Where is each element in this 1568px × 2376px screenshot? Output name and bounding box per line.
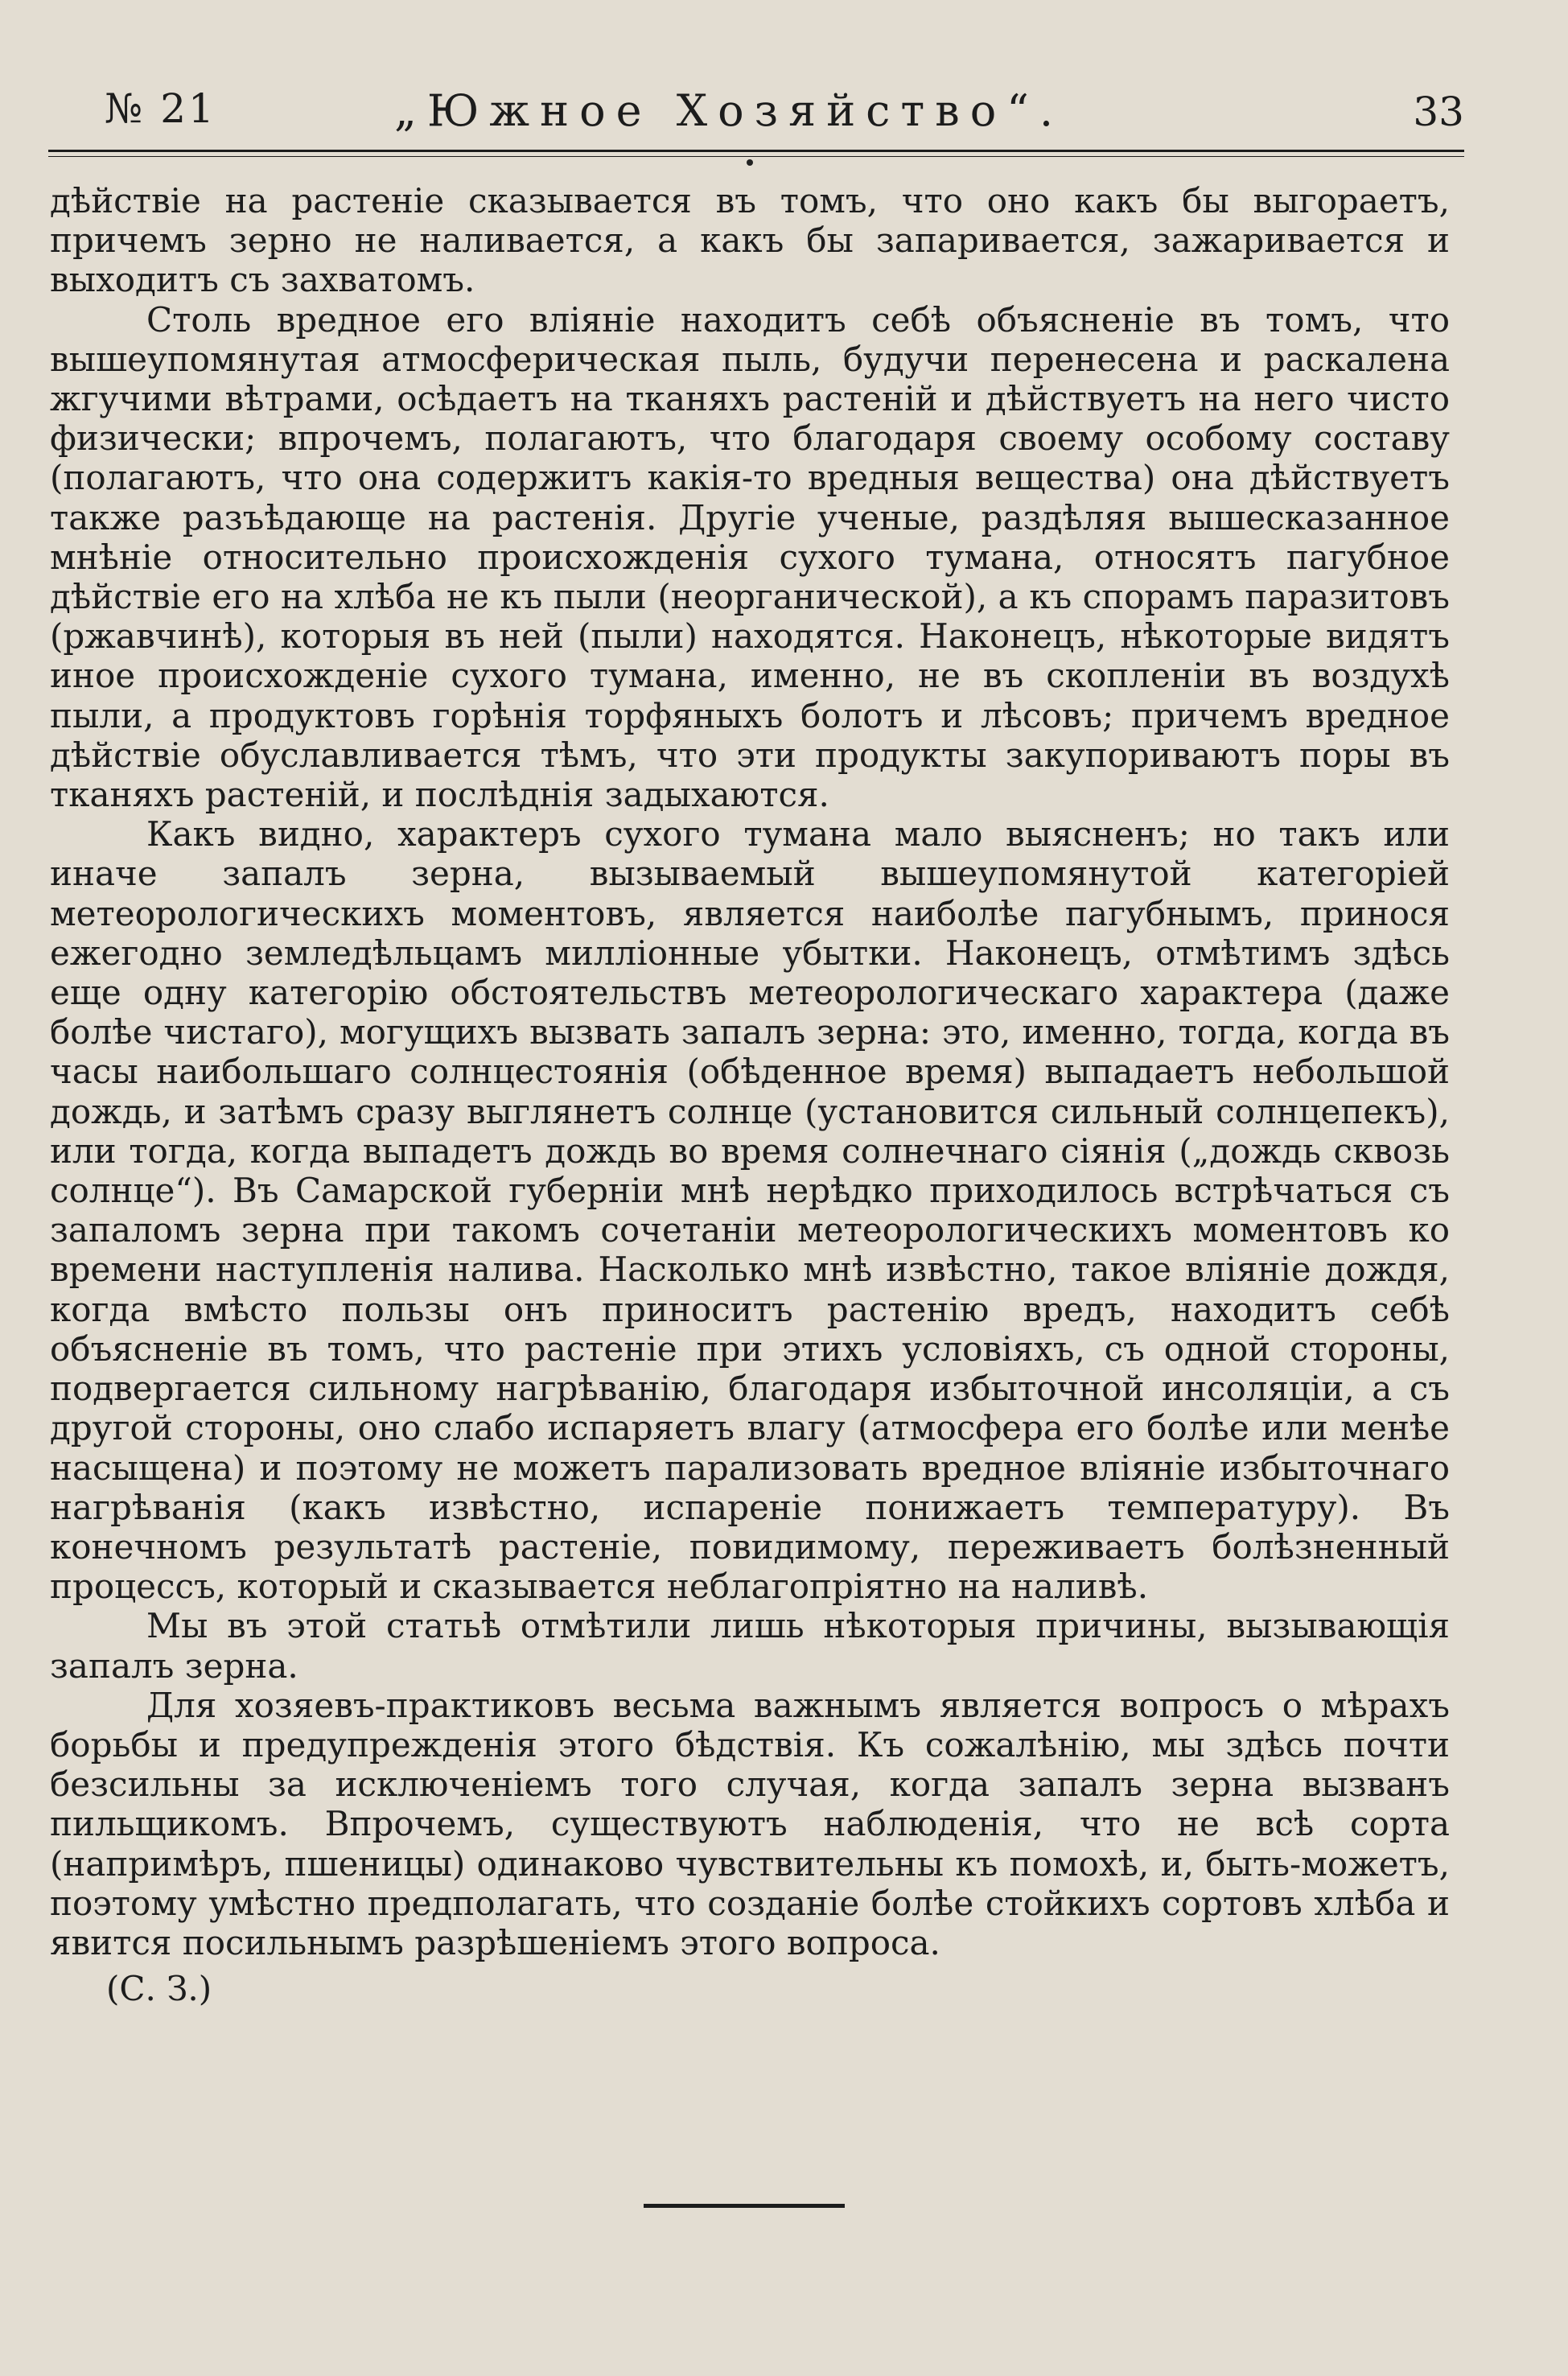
paragraph: Для хозяевъ-практиковъ весьма важнымъ является вопросъ о мѣрахъ борьбы и предупрежденія этого бѣдствія. Къ сожалѣнію, мы здѣсь почти безсильны за исключеніемъ того случая, когда запалъ зерна вызванъ пильщикомъ. Впрочемъ, существуютъ наблюденія, что не всѣ сорта (напримѣръ, пшеницы) одинаково чувствительны къ помохѣ, и, быть-можетъ, поэтому умѣстно предполагать, что созданіе болѣе стойкихъ сортовъ хлѣба и явится посильнымъ разрѣшеніемъ этого вопроса. bbox=[50, 1685, 1450, 1962]
end-rule bbox=[644, 2204, 845, 2208]
paragraph: Мы въ этой статьѣ отмѣтили лишь нѣкоторыя причины, вызывающія запалъ зерна. bbox=[50, 1606, 1450, 1686]
issue-number: № 21 bbox=[105, 85, 216, 132]
journal-title: „Южное Хозяйство“. bbox=[394, 85, 1064, 136]
header-rule-thick bbox=[48, 150, 1464, 152]
paragraph: Столь вредное его вліяніе находитъ себѣ объясненіе въ томъ, что вышеупомянутая атмосферическая пыль, будучи перенесена и раскалена жгучими вѣтрами, осѣдаетъ на тканяхъ растеній и дѣйствуетъ на него чисто физически; впрочемъ, полагаютъ, что благодаря своему особому составу (полагаютъ, что она содержитъ какія-то вредныя вещества) она дѣйствуетъ также разъѣдающе на растенія. Другіе ученые, раздѣляя вышесказанное мнѣніе относительно происхожденія сухого тумана, относятъ пагубное дѣйствіе его на хлѣба не къ пыли (неорганической), а къ спорамъ паразитовъ (ржавчинѣ), которыя въ ней (пыли) находятся. Наконецъ, нѣкоторые видятъ иное происхожденіе сухого тумана, именно, не въ скопленіи въ воздухѣ пыли, а продуктовъ горѣнія торфяныхъ болотъ и лѣсовъ; причемъ вредное дѣйствіе обуславливается тѣмъ, что эти продукты закупориваютъ поры въ тканяхъ растеній, и послѣднія задыхаются. bbox=[50, 299, 1450, 815]
author-signature: (С. З.) bbox=[106, 1969, 212, 2009]
page-number: 33 bbox=[1413, 89, 1464, 135]
header-rule-thin bbox=[48, 156, 1464, 157]
paragraph-continued: дѣйствіе на растеніе сказывается въ томъ, что оно какъ бы выгораетъ, причемъ зерно не наливается, а какъ бы запаривается, зажаривается и выходитъ съ захватомъ. bbox=[50, 181, 1450, 300]
article-body bbox=[50, 181, 1450, 2008]
paragraph: Какъ видно, характеръ сухого тумана мало выясненъ; но такъ или иначе запалъ зерна, вызываемый вышеупомянутой категоріей метеорологическихъ моментовъ, является наиболѣе пагубнымъ, принося ежегодно земледѣльцамъ милліонные убытки. Наконецъ, отмѣтимъ здѣсь еще одну категорію обстоятельствъ метеорологическаго характера (даже болѣе чистаго), могущихъ вызвать запалъ зерна: это, именно, тогда, когда въ часы наибольшаго солнцестоянія (обѣденное время) выпадаетъ небольшой дождь, и затѣмъ сразу выглянетъ солнце (установится сильный солнцепекъ), или тогда, когда выпадетъ дождь во время солнечнаго сіянія („дождь сквозь солнце“). Въ Самарской губерніи мнѣ нерѣдко приходилось встрѣчаться съ запаломъ зерна при такомъ сочетаніи метеорологическихъ моментовъ ко времени наступленія налива. Насколько мнѣ извѣстно, такое вліяніе дождя, когда вмѣсто пользы онъ приноситъ растенію вредъ, находитъ себѣ объясненіе въ томъ, что растеніе при этихъ условіяхъ, съ одной стороны, подвергается сильному нагрѣванію, благодаря избыточной инсоляціи, а съ другой стороны, оно слабо испаряетъ влагу (атмосфера его болѣе или менѣе насыщена) и поэтому не можетъ парализовать вредное вліяніе избыточнаго нагрѣванія (какъ извѣстно, испареніе понижаетъ температуру). Въ конечномъ результатѣ растеніе, повидимому, переживаетъ болѣзненный процессъ, который и сказывается неблагопріятно на наливѣ. bbox=[50, 814, 1450, 1607]
header-dot bbox=[747, 159, 753, 166]
running-header bbox=[48, 77, 1464, 154]
